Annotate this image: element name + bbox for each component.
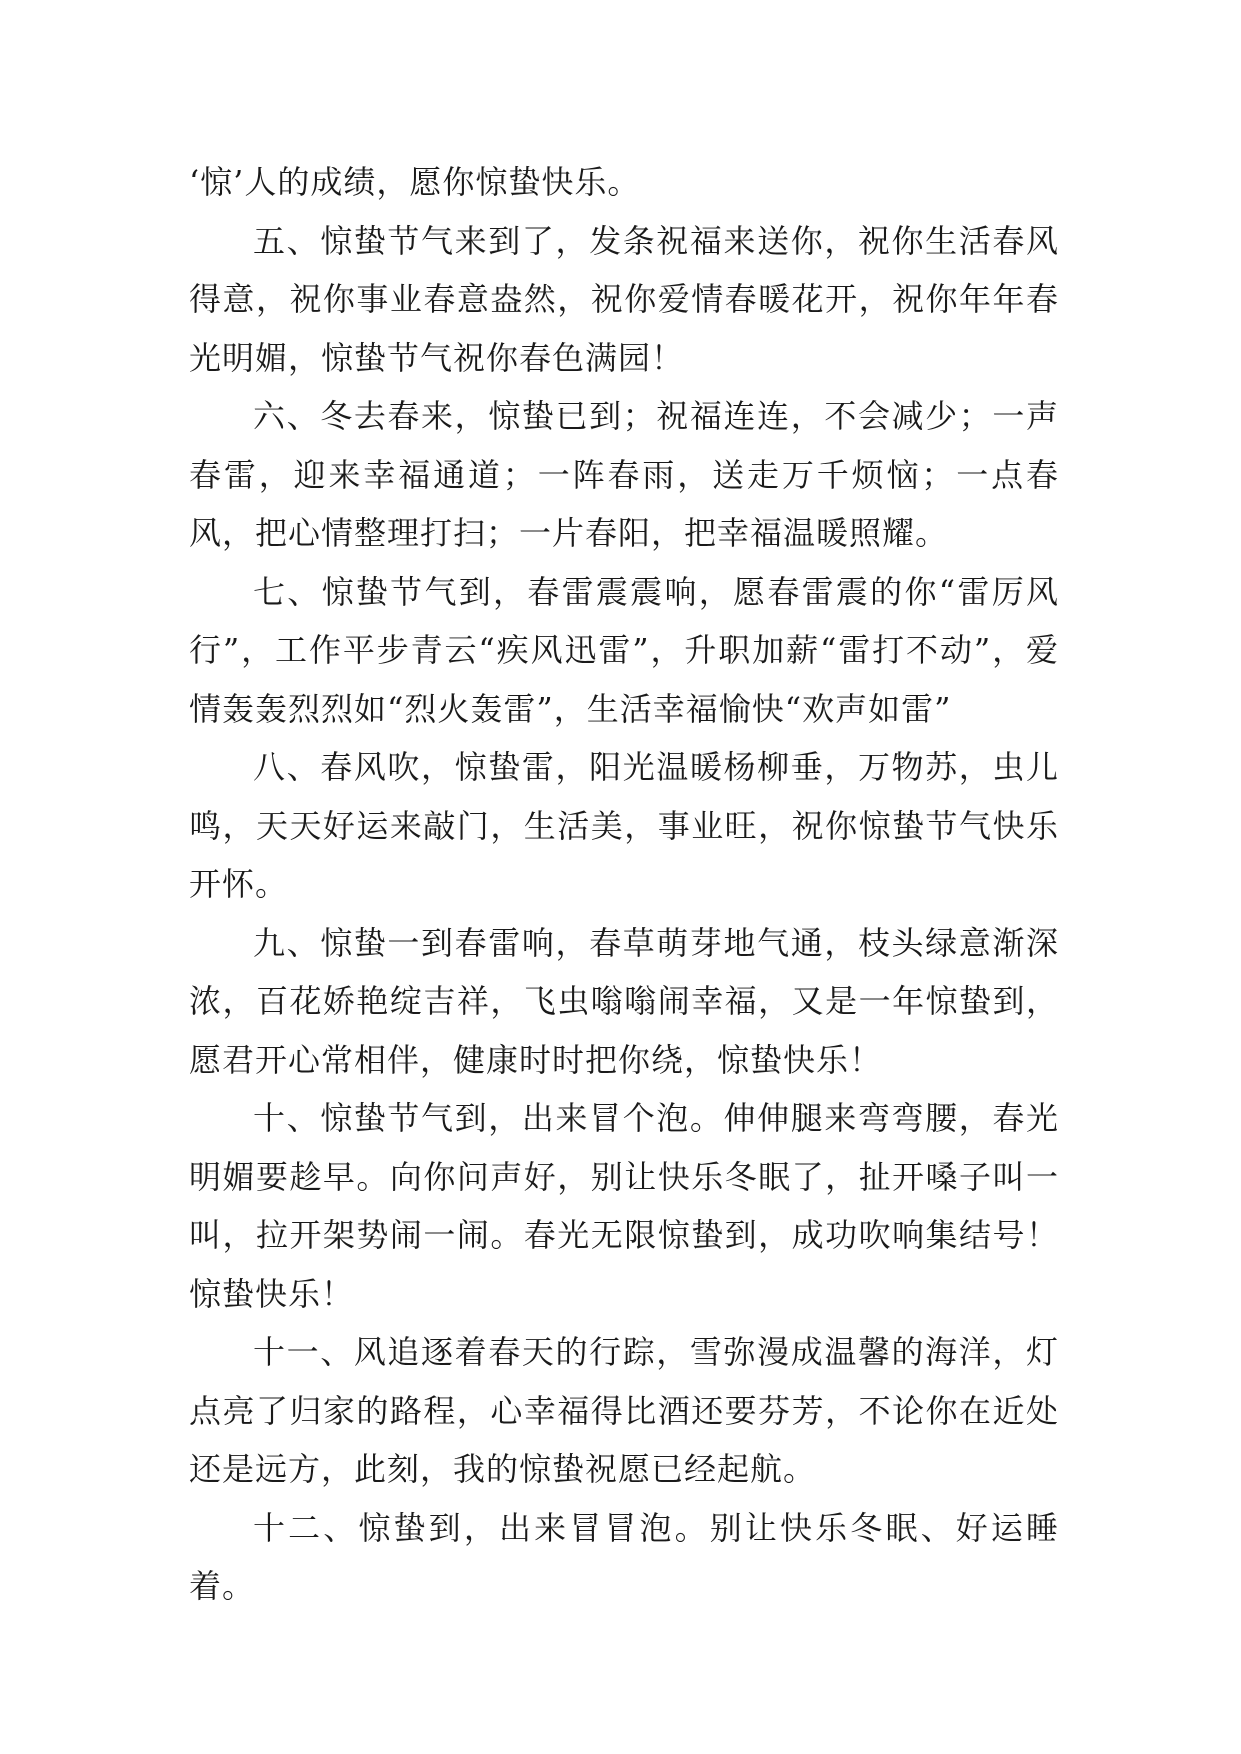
paragraph-wish-11: 十一、风追逐着春天的行踪，雪弥漫成温馨的海洋，灯点亮了归家的路程，心幸福得比酒还要芬芳，不论你在近处还是远方，此刻，我的惊蛰祝愿已经起航。	[189, 1333, 1059, 1488]
paragraph-wish-12: 十二、惊蛰到，出来冒冒泡。别让快乐冬眠、好运睡着。	[189, 1508, 1059, 1605]
paragraph-wish-7: 七、惊蛰节气到，春雷震震响，愿春雷震的你“雷厉风行”，工作平步青云“疾风迅雷”，升职加薪“雷打不动”，爱情轰轰烈烈如“烈火轰雷”，生活幸福愉快“欢声如雷”	[189, 572, 1059, 728]
paragraph-wish-5: 五、惊蛰节气来到了，发条祝福来送你，祝你生活春风得意，祝你事业春意盎然，祝你爱情春暖花开，祝你年年春光明媚，惊蛰节气祝你春色满园！	[189, 221, 1059, 377]
paragraph-wish-9: 九、惊蛰一到春雷响，春草萌芽地气通，枝头绿意渐深浓，百花娇艳绽吉祥，飞虫嗡嗡闹幸福，又是一年惊蛰到，愿君开心常相伴，健康时时把你绕，惊蛰快乐！	[189, 923, 1059, 1079]
paragraph-wish-8: 八、春风吹，惊蛰雷，阳光温暖杨柳垂，万物苏，虫儿鸣，天天好运来敲门，生活美，事业旺，祝你惊蛰节气快乐开怀。	[189, 748, 1059, 903]
paragraph-wish-6: 六、冬去春来，惊蛰已到；祝福连连，不会减少；一声春雷，迎来幸福通道；一阵春雨，送走万千烦恼；一点春风，把心情整理打扫；一片春阳，把幸福温暖照耀。	[189, 397, 1059, 552]
paragraph-continuation: ‘惊’人的成绩，愿你惊蛰快乐。	[189, 163, 641, 201]
document-body	[189, 153, 1059, 1616]
paragraph-wish-10: 十、惊蛰节气到，出来冒个泡。伸伸腿来弯弯腰，春光明媚要趁早。向你问声好，别让快乐冬眠了，扯开嗓子叫一叫，拉开架势闹一闹。春光无限惊蛰到，成功吹响集结号！惊蛰快乐！	[189, 1099, 1059, 1313]
